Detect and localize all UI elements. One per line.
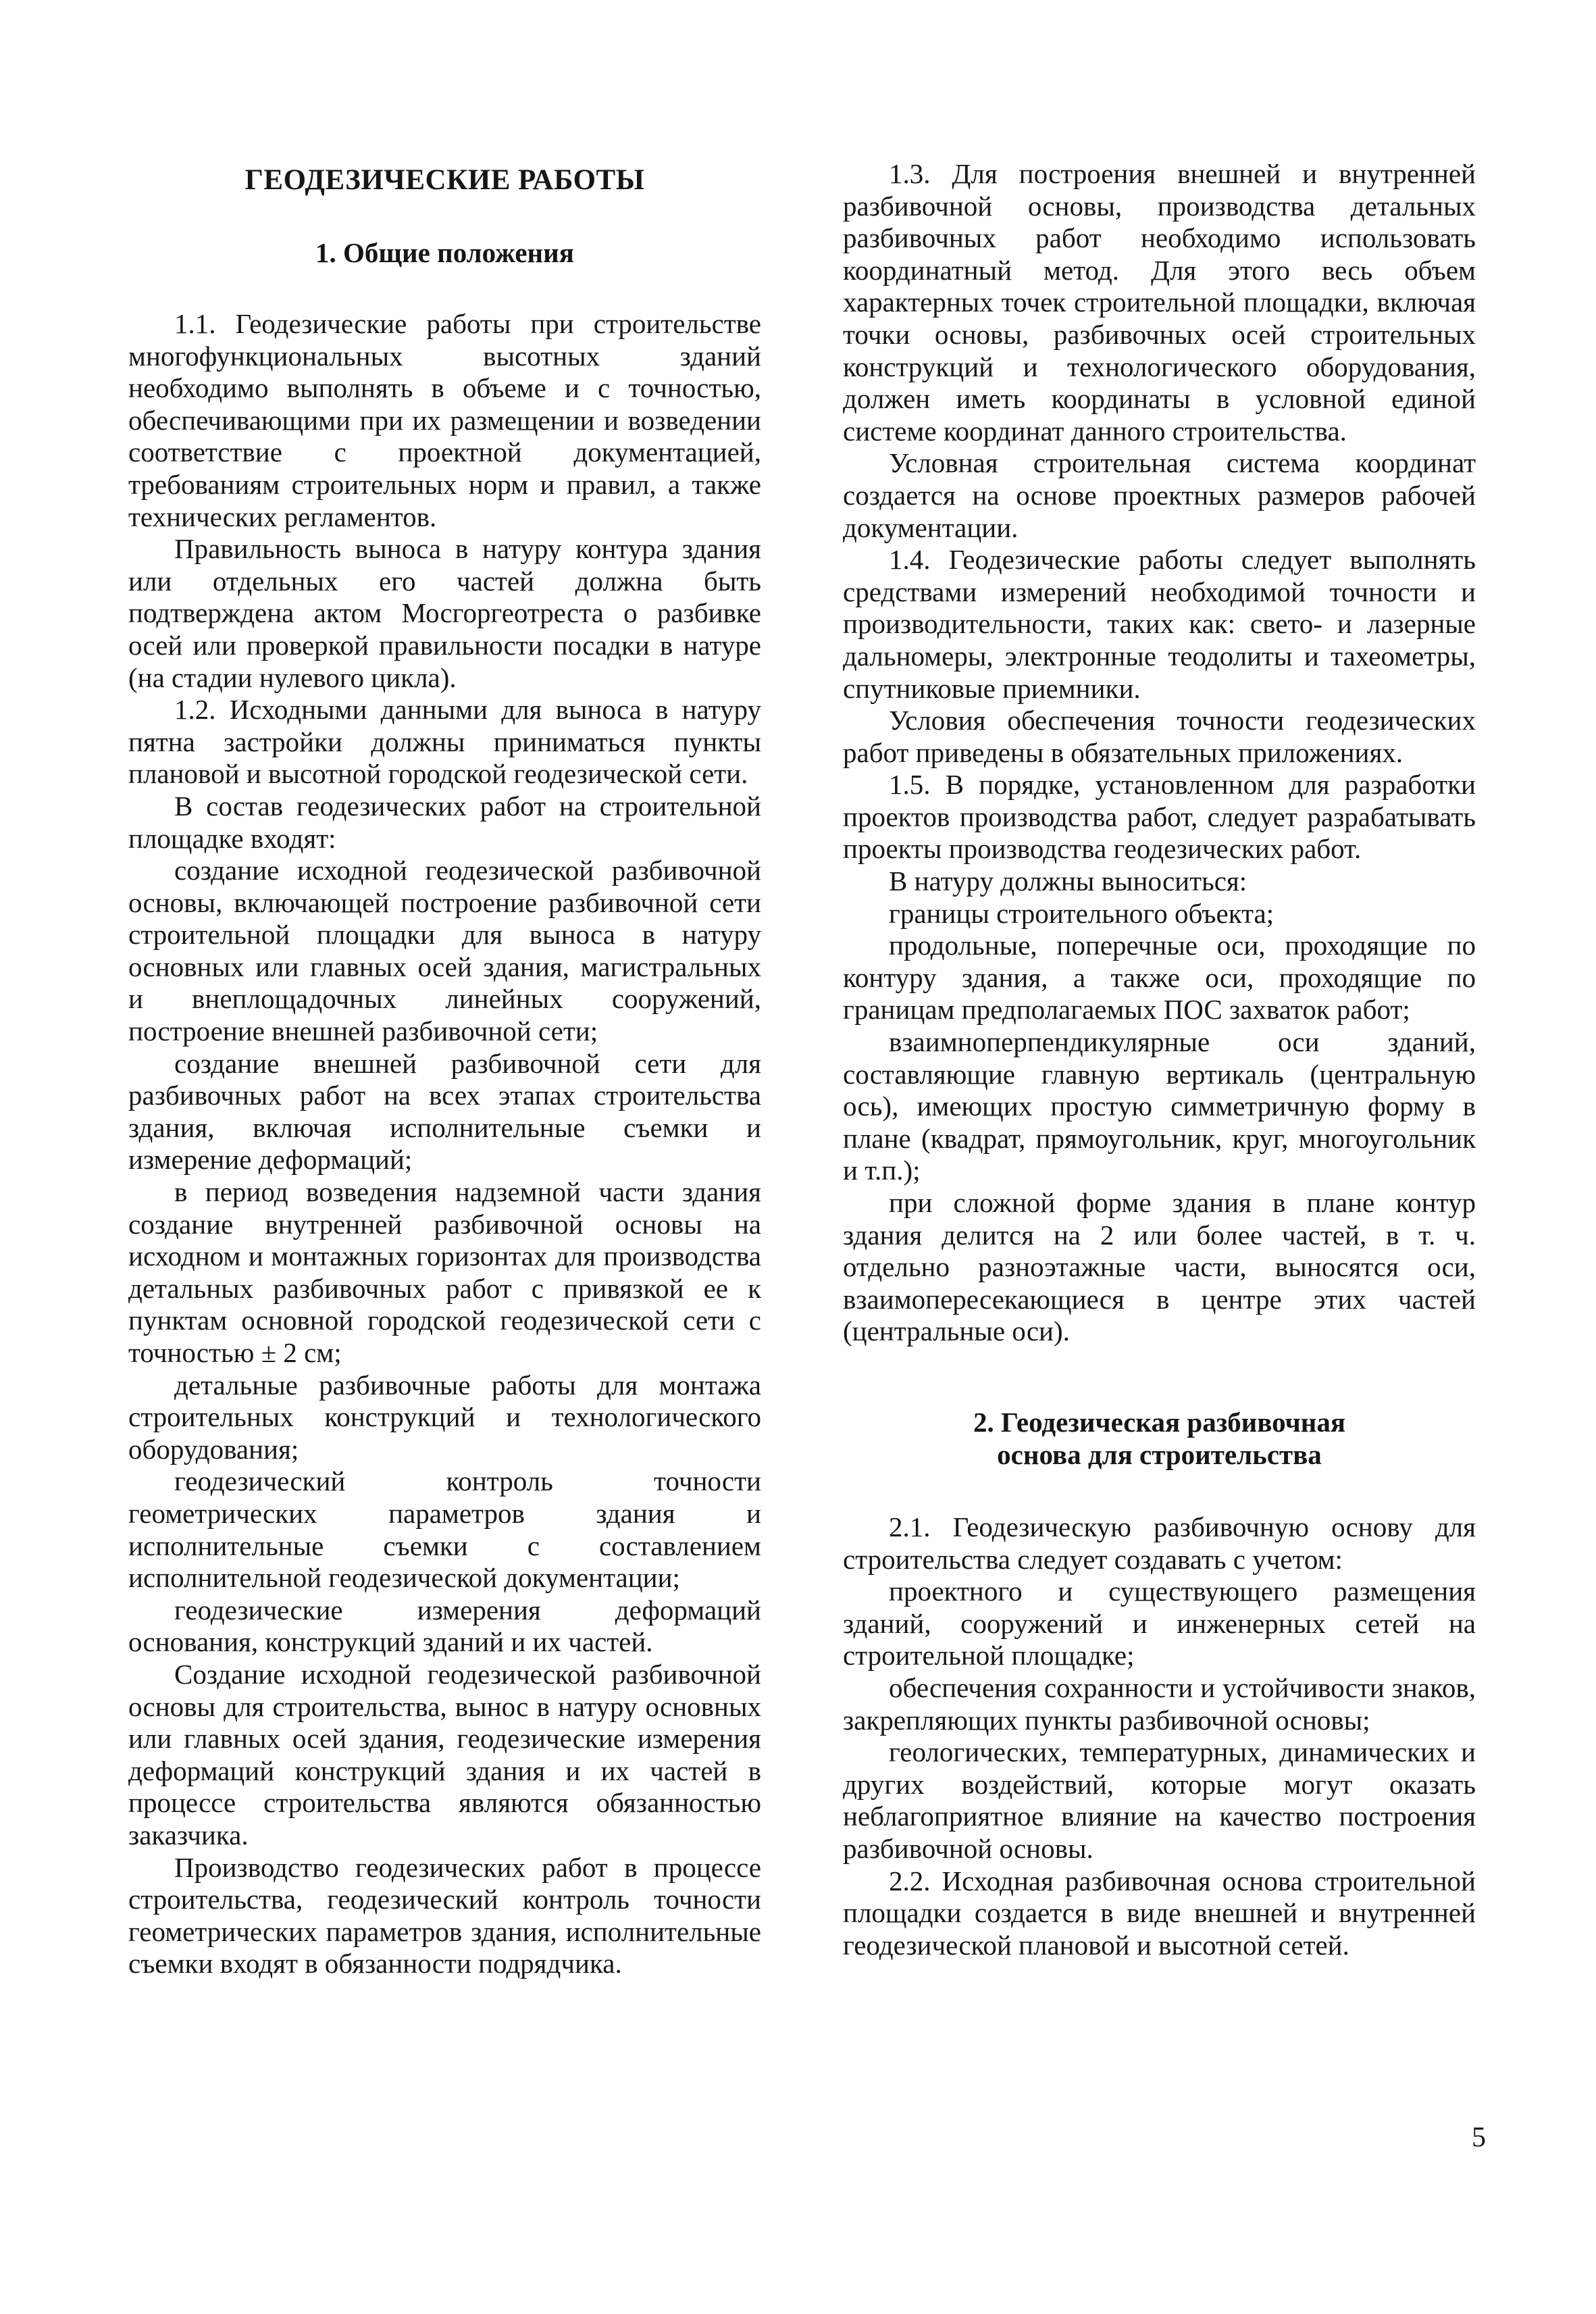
section-2-title-line-1: 2. Геодезическая разбивочная [973,1406,1346,1438]
section-2-title-line-2: основа для строительства [997,1438,1322,1470]
paragraph: Создание исходной геодезической разбивочной основы для строительства, вынос в натуру основных или главных осей здания, геодезические измерения деформаций конструкций здания и их частей в процессе строительства являются обязанностью заказчика. [128,1658,761,1851]
right-column [843,158,1476,1961]
paragraph: 1.1. Геодезические работы при строительстве многофункциональных высотных зданий необходимо выполнять в объеме и с точностью, обеспечивающими при их размещении и возведении соответствие с проектной документацией, требованиям строительных норм и правил, а также технических регламентов. [128,308,761,532]
list-item: геодезические измерения деформаций основания, конструкций зданий и их частей. [128,1594,761,1658]
list-item: геологических, температурных, динамических и других воздействий, которые могут оказать неблагоприятное влияние на качество построения разбивочной основы. [843,1736,1476,1864]
list-item: детальные разбивочные работы для монтажа строительных конструкций и технологического оборудования; [128,1369,761,1465]
list-item: продольные, поперечные оси, проходящие по контуру здания, а также оси, проходящие по границам предполагаемых ПОС захваток работ; [843,930,1476,1026]
paragraph: В натуру должны выноситься: [889,865,1247,897]
paragraph: Правильность выноса в натуру контура здания или отдельных его частей должна быть подтверждена актом Мосгоргеотреста о разбивке осей или проверкой правильности посадки в натуре (на стадии нулевого цикла). [128,533,761,693]
paragraph: 1.4. Геодезические работы следует выполнять средствами измерений необходимой точности и производительности, таких как: свето- и лазерные дальномеры, электронные теодолиты и тахеометры, спутниковые приемники. [843,544,1476,704]
section-1-title: 1. Общие положения [315,237,574,268]
paragraph: Условная строительная система координат создается на основе проектных размеров рабочей документации. [843,447,1476,543]
paragraph: 1.2. Исходными данными для выноса в натуру пятна застройки должны приниматься пункты плановой и высотной городской геодезической сети. [128,694,761,790]
left-column [128,143,761,1980]
paragraph: Условия обеспечения точности геодезических работ приведены в обязательных приложениях. [843,705,1476,768]
paragraph: 2.1. Геодезическую разбивочную основу для строительства следует создавать с учетом: [843,1511,1476,1575]
section-2-title [843,1406,1476,1471]
list-item: границы строительного объекта; [889,897,1275,929]
list-item: проектного и существующего размещения зданий, сооружений и инженерных сетей на строительной площадке; [843,1576,1476,1671]
page-number: 5 [1472,2122,1486,2153]
list-item: в период возведения надземной части здания создание внутренней разбивочной основы на исходном и монтажных горизонтах для производства детальных разбивочных работ с привязкой ее к пунктам основной городской геодезической сети с точностью ± 2 см; [128,1176,761,1368]
document-title: ГЕОДЕЗИЧЕСКИЕ РАБОТЫ [244,164,645,196]
list-item: при сложной форме здания в плане контур здания делится на 2 или более частей, в т. ч. отдельно разноэтажные части, выносятся оси, взаимопересекающиеся в центре этих частей (центральные оси). [843,1187,1476,1347]
list-item: создание исходной геодезической разбивочной основы, включающей построение разбивочной сети строительной площадки для выноса в натуру основных или главных осей здания, магистральных и внеплощадочных линейных сооружений, построение внешней разбивочной сети; [128,855,761,1047]
list-item: геодезический контроль точности геометрических параметров здания и исполнительные съемки с составлением исполнительной геодезической документации; [128,1465,761,1594]
paragraph: 1.3. Для построения внешней и внутренней разбивочной основы, производства детальных разбивочных работ необходимо использовать координатный метод. Для этого весь объем характерных точек строительной площадки, включая точки основы, разбивочных осей строительных конструкций и технологического оборудования, должен иметь координаты в условной единой системе координат данного строительства. [843,158,1476,447]
paragraph: 2.2. Исходная разбивочная основа строительной площадки создается в виде внешней и внутренней геодезической плановой и высотной сетей. [843,1865,1476,1961]
list-item: обеспечения сохранности и устойчивости знаков, закрепляющих пункты разбивочной основы; [843,1671,1476,1736]
paragraph: Производство геодезических работ в процессе строительства, геодезический контроль точности геометрических параметров здания, исполнительные съемки входят в обязанности подрядчика. [128,1851,761,1980]
list-item: взаимноперпендикулярные оси зданий, составляющие главную вертикаль (центральную ось), имеющих простую симметричную форму в плане (квадрат, прямоугольник, круг, многоугольник и т.п.); [843,1026,1476,1186]
paragraph: В состав геодезических работ на строительной площадке входят: [128,790,761,854]
list-item: создание внешней разбивочной сети для разбивочных работ на всех этапах строительства здания, включая исполнительные съемки и измерение деформаций; [128,1047,761,1176]
paragraph: 1.5. В порядке, установленном для разработки проектов производства работ, следует разрабатывать проекты производства геодезических работ. [843,769,1476,865]
